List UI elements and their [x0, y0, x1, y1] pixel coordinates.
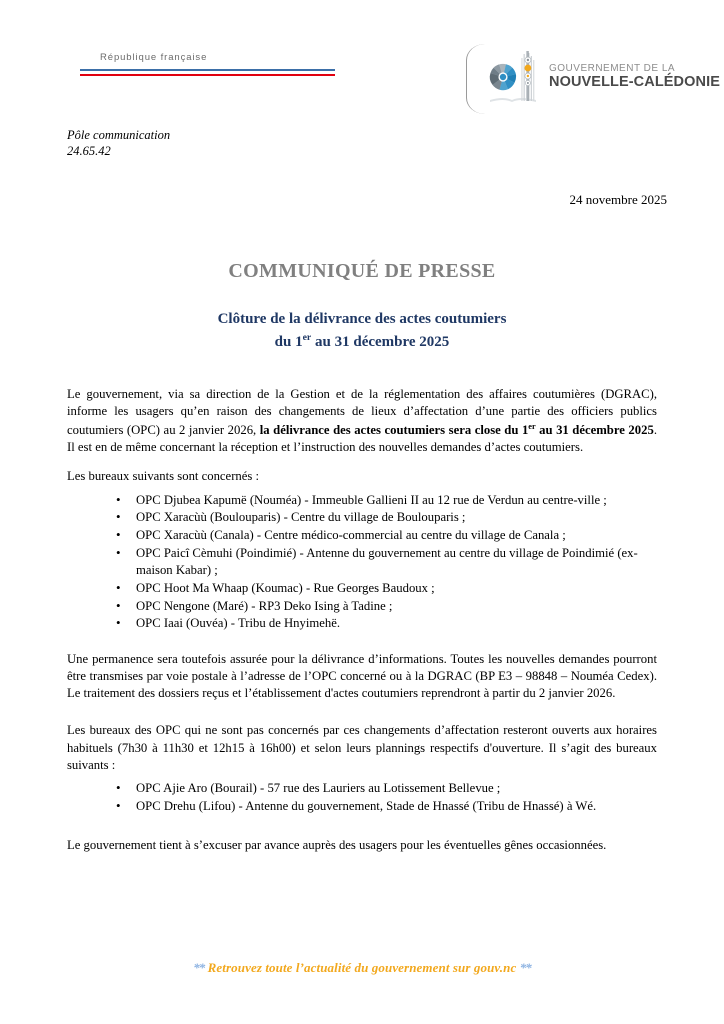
list-item: • OPC Djubea Kapumë (Nouméa) - Immeuble Gallieni II au 12 rue de Verdun au centre-ville ; [116, 492, 657, 509]
document-header [0, 0, 724, 112]
list-item: • OPC Ajie Aro (Bourail) - 57 rue des Lauriers au Lotissement Bellevue ; [116, 780, 657, 797]
spacer [67, 639, 657, 651]
list-item: • OPC Xaracùù (Boulouparis) - Centre du village de Boulouparis ; [116, 509, 657, 526]
list-item: • OPC Drehu (Lifou) - Antenne du gouvernement, Stade de Hnassé (Tribu de Hnassé) à Wé. [116, 798, 657, 815]
service-phone: 24.65.42 [67, 144, 111, 158]
subtitle-line-1: Clôture de la délivrance des actes coutumiers [217, 311, 507, 327]
nc-logo-line1: GOUVERNEMENT DE LA [549, 63, 676, 75]
footer-asterisks-left: ** [193, 960, 205, 975]
document-date: 24 novembre 2025 [569, 192, 667, 207]
spacer [67, 821, 657, 837]
footer-text: Retrouvez toute l’actualité du gouvernement sur gouv.nc [204, 960, 520, 975]
republique-francaise-label: République française [100, 52, 208, 63]
concerned-offices-list [67, 492, 657, 633]
tricolore-bars [80, 69, 335, 76]
paragraph-intro-part1: Le gouvernement, via sa direction de la Gestion et de la réglementation des affaires coutumières (DGRAC), informe les usagers qu’en raison des changements de lieux d’affectation d’une partie des officiers publics coutumiers (OPC) au 2 janvier 2026, [67, 387, 657, 437]
header-bracket-divider [466, 44, 485, 114]
document-body [67, 386, 657, 867]
unaffected-offices-list [67, 780, 657, 815]
spacer [67, 714, 657, 722]
paragraph-apology: Le gouvernement tient à s’excuser par avance auprès des usagers pour les éventuelles gênes occasionnées. [67, 838, 607, 853]
list-item: • OPC Paicî Cèmuhi (Poindimié) - Antenne du gouvernement au centre du village de Poindimié (ex-maison Kabar) ; [116, 545, 657, 580]
paragraph-intro-bold1: la délivrance des actes coutumiers sera close du 1 [259, 422, 529, 437]
nc-logo-line2: NOUVELLE-CALÉDONIE [549, 74, 720, 91]
nautilus-fleche-faitiere-icon [486, 47, 542, 107]
nc-wordmark [549, 64, 720, 90]
service-block [67, 127, 170, 159]
list-item: • OPC Hoot Ma Whaap (Koumac) - Rue Georges Baudoux ; [116, 580, 657, 597]
tricolore-red-bar [80, 74, 335, 76]
subtitle-line-2 [0, 331, 724, 354]
subtitle-line2-prefix: du 1 [274, 333, 303, 350]
paragraph-permanence: Une permanence sera toutefois assurée pour la délivrance d’informations. Toutes les nouvelles demandes pourront être transmises par voie postale à l’adresse de l’OPC concerné ou à la DGRAC (BP E3 – 98848 – Nouméa Cedex). Le traitement des dossiers reçus et l’établissement d'actes coutumiers reprendront à partir du 2 janvier 2026. [67, 651, 657, 701]
nouvelle-caledonie-logo [486, 47, 720, 107]
footer-promo [0, 960, 724, 976]
footer-asterisks-right: ** [519, 960, 531, 975]
paragraph-unaffected-offices-lead: Les bureaux des OPC qui ne sont pas concernés par ces changements d’affectation resteront ouverts aux horaires habituels (7h30 à 11h30 et 12h15 à 16h00) et selon leurs plannings respectifs d'ouverture. Il s’agit des bureaux suivants : [67, 723, 657, 773]
paragraph-intro-bold-sup [528, 423, 535, 437]
ordinal-suffix: er [528, 421, 536, 431]
paragraph-intro-bold2: au 31 décembre 2025 [535, 422, 654, 437]
tricolore-blue-bar [80, 69, 335, 71]
list-item: • OPC Nengone (Maré) - RP3 Deko Ising à Tadine ; [116, 598, 657, 615]
subtitle-ordinal-suffix: er [302, 331, 312, 343]
page-subtitle [0, 309, 724, 354]
paragraph-concerned-offices-lead: Les bureaux suivants sont concernés : [67, 469, 260, 484]
republique-francaise-block [80, 52, 335, 76]
subtitle-line2-suffix: au 31 décembre 2025 [311, 333, 450, 350]
list-item: • OPC Iaai (Ouvéa) - Tribu de Hnyimehë. [116, 615, 657, 632]
list-item: • OPC Xaracùù (Canala) - Centre médico-commercial au centre du village de Canala ; [116, 527, 657, 544]
service-name: Pôle communication [67, 128, 171, 142]
paragraph-intro [67, 386, 657, 456]
page-title: COMMUNIQUÉ DE PRESSE [228, 260, 496, 282]
paragraph-intro-part2: . Il est en de même concernant la réception et l’instruction des nouvelles demandes d’actes coutumiers. [67, 422, 657, 455]
